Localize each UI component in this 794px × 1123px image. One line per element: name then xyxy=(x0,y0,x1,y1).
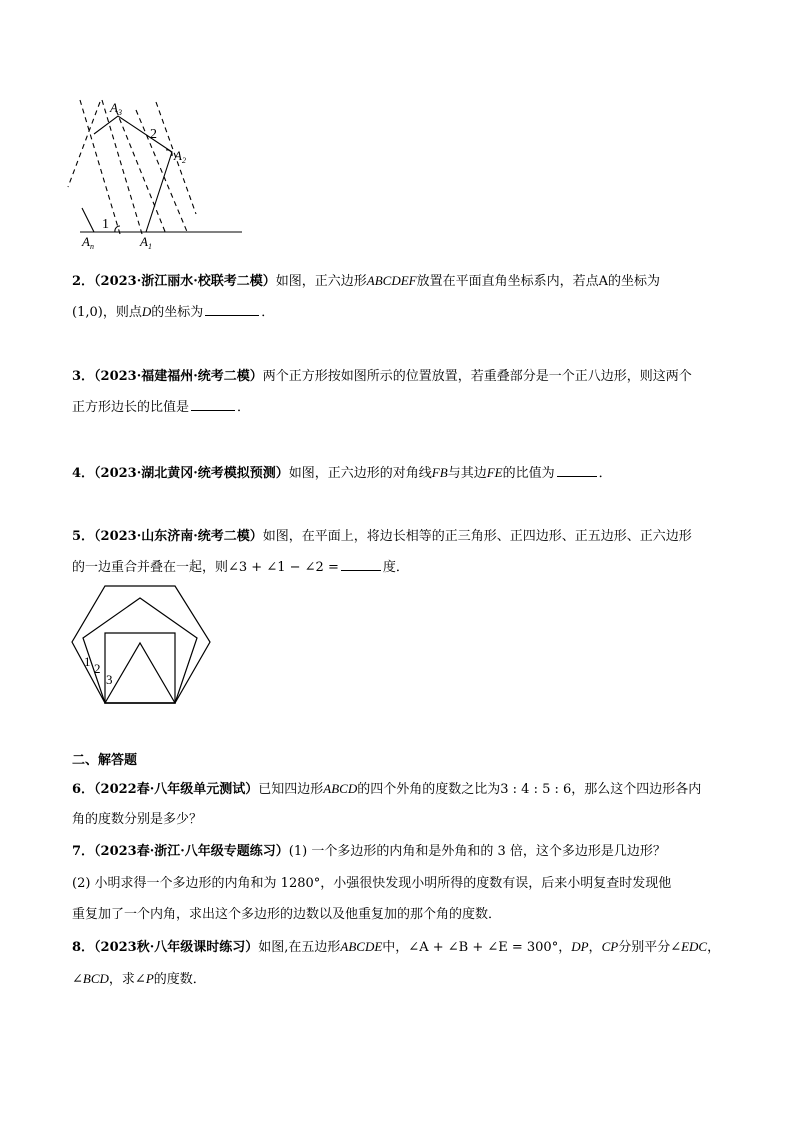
svg-text:A2: $A_2$ xyxy=(174,148,186,165)
svg-text:3: 3 xyxy=(106,672,113,687)
polygon-path xyxy=(94,116,172,232)
answer-blank[interactable] xyxy=(205,303,259,316)
dashed-line xyxy=(136,110,188,234)
q7-line1: 7．（2023春·浙江·八年级专题练习）(1) 一个多边形的内角和是外角和的 3 倍，这个多边形是几边形？ xyxy=(72,844,666,859)
svg-text:An: $A_n$ xyxy=(82,234,94,251)
q3-line1: 3．（2023·福建福州·统考二模）两个正方形按如图所示的位置放置，若重叠部分是一个正八边形，则这两个 xyxy=(72,369,692,384)
pentagon xyxy=(83,598,197,703)
segment-an xyxy=(82,208,94,232)
q7-line3: 重复加了一个内角，求出这个多边形的边数以及他重复加的那个角的度数． xyxy=(72,907,502,922)
figure-nested-polygons xyxy=(68,584,218,708)
dashed-line xyxy=(102,100,142,234)
svg-text:2: 2 xyxy=(94,661,101,676)
triangle xyxy=(105,643,175,703)
q6-line2: 角的度数分别是多少？ xyxy=(72,812,203,827)
svg-text:2: 2 xyxy=(150,127,157,142)
q5-line2: 的一边重合并叠在一起，则∠3 + ∠1 − ∠2 = 度． xyxy=(72,560,409,575)
q8-line1: 8．（2023秋·八年级课时练习）如图,在五边形ABCDE中，∠A + ∠B + ∠E = 300°，DP，CP分别平分∠EDC， xyxy=(72,939,721,955)
q7-line2: (2) 小明求得一个多边形的内角和为 1280°，小强很快发现小明所得的度数有误，后来小明复查时发现他 xyxy=(72,876,672,891)
section-title: 二、解答题 xyxy=(72,753,138,768)
dashed-line xyxy=(80,100,120,234)
svg-text:1: 1 xyxy=(84,654,91,669)
figure-parallel-lines xyxy=(60,92,260,262)
dashed-line xyxy=(68,102,100,187)
answer-blank[interactable] xyxy=(191,398,235,411)
q2-line1: 2．（2023·浙江丽水·校联考二模）如图，正六边形ABCDEF放置在平面直角坐标系内，若点A的坐标为 xyxy=(72,273,661,289)
answer-blank[interactable] xyxy=(557,464,597,477)
q2-line2: (1,0)，则点D的坐标为 ． xyxy=(72,304,275,320)
answer-blank[interactable] xyxy=(341,558,381,571)
q3-line2: 正方形边长的比值是 ． xyxy=(72,400,251,415)
q8-line2: ∠BCD，求∠P的度数． xyxy=(72,971,206,987)
svg-text:A3: $A_3$ xyxy=(110,100,122,117)
q6-line1: 6．（2022春·八年级单元测试）已知四边形ABCD的四个外角的度数之比为3 : 4 : 5 : 6，那么这个四边形各内 xyxy=(72,781,702,797)
q5-line1: 5．（2023·山东济南·统考二模）如图，在平面上，将边长相等的正三角形、正四边形、正五边形、正六边形 xyxy=(72,529,692,544)
q4-line1: 4．（2023·湖北黄冈·统考模拟预测）如图，正六边形的对角线FB与其边FE的比值为 ． xyxy=(72,465,612,481)
svg-text:1: 1 xyxy=(102,217,109,232)
svg-text:A1: $A_1$ xyxy=(140,234,152,251)
